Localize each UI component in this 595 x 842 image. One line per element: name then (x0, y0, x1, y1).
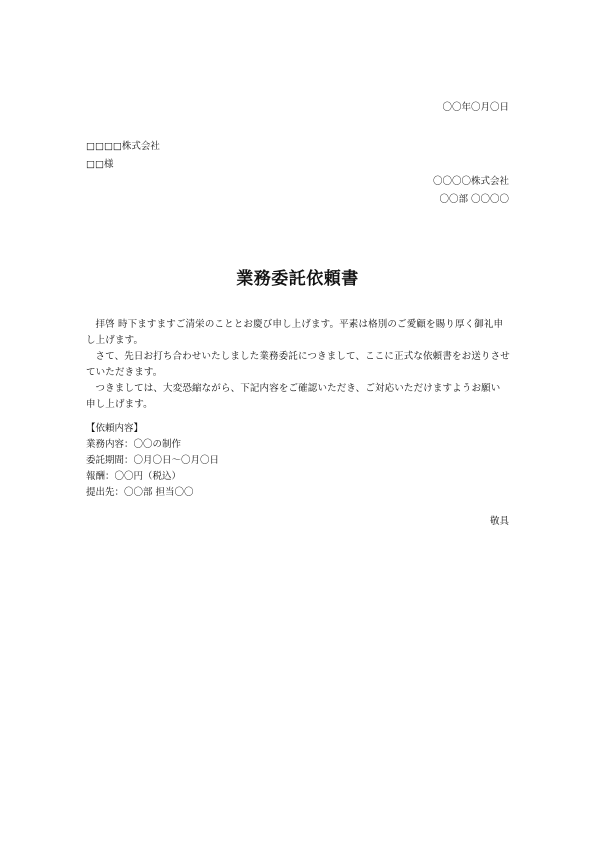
document-title: 業務委託依頼書 (236, 269, 359, 289)
recipient-name: □□様 (86, 159, 114, 170)
body-paragraph-request: さて、先日お打ち合わせいたしました業務委託につきまして、ここに正式な依頼書をお送りさせていただきます。 (86, 351, 510, 378)
details-heading: 【依頼内容】 (86, 423, 144, 434)
sender-company: 〇〇〇〇株式会社 (432, 176, 509, 187)
detail-item-task: 業務内容：〇〇の制作 (86, 439, 182, 450)
recipient-company: □□□□株式会社 (86, 141, 160, 152)
body-paragraph-confirmation: つきましては、大変恐縮ながら、下記内容をご確認いただき、ご対応いただけますようお願い申し上げます。 (86, 383, 501, 410)
letter-date: 〇〇年〇月〇日 (442, 102, 509, 113)
closing-phrase: 敬具 (489, 516, 509, 527)
letter-body (86, 317, 510, 413)
body-paragraph-greeting: 拝啓 時下ますますご清栄のこととお慶び申し上げます。平素は格別のご愛顧を賜り厚く御礼申し上げます。 (86, 319, 504, 346)
sender-department: 〇〇部 〇〇〇〇 (439, 194, 509, 205)
detail-item-fee: 報酬：〇〇円（税込） (86, 471, 182, 482)
detail-item-period: 委託期間：〇月〇日～〇月〇日 (86, 455, 220, 466)
detail-item-submit-to: 提出先：〇〇部 担当〇〇 (86, 487, 194, 498)
